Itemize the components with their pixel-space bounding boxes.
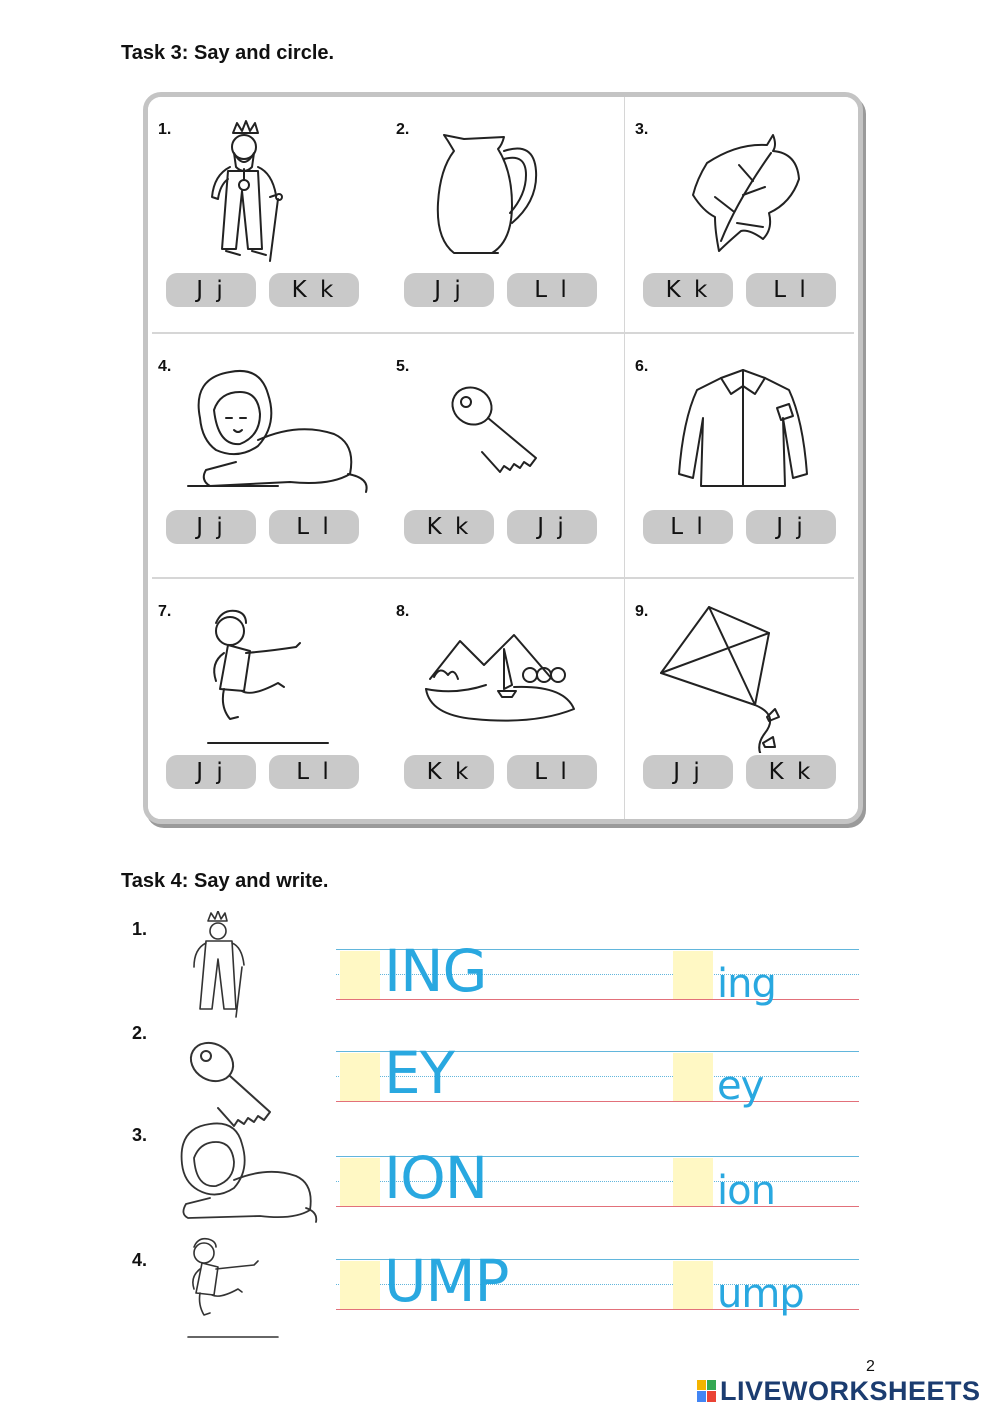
liveworksheets-logo[interactable] <box>696 1376 981 1406</box>
lake-picture <box>386 593 624 753</box>
item-number: 5. <box>396 358 410 375</box>
jacket-picture <box>625 348 863 508</box>
writing-lines <box>336 1144 859 1214</box>
task3-title: Task 3: Say and circle. <box>121 42 335 64</box>
uppercase-word: EY <box>384 1039 455 1107</box>
task3-item-9 <box>625 579 863 824</box>
task3-item-8 <box>386 579 624 824</box>
row-number: 1. <box>132 919 148 939</box>
task3-item-4 <box>148 334 386 577</box>
jumping-boy-picture <box>148 593 386 753</box>
option-l[interactable]: L l <box>269 755 359 789</box>
key-picture <box>386 348 624 508</box>
option-l[interactable]: L l <box>507 273 597 307</box>
uppercase-word: ION <box>384 1144 488 1212</box>
option-k[interactable]: K k <box>404 510 494 544</box>
option-k[interactable]: K k <box>404 755 494 789</box>
option-l[interactable]: L l <box>746 273 836 307</box>
key-icon <box>178 1022 318 1132</box>
task3-item-6 <box>625 334 863 577</box>
jug-picture <box>386 111 624 271</box>
option-j[interactable]: J j <box>507 510 597 544</box>
lion-picture <box>148 348 386 508</box>
writing-lines <box>336 937 859 1007</box>
uppercase-word: UMP <box>384 1247 509 1315</box>
king-picture <box>148 111 386 271</box>
lowercase-blank[interactable] <box>673 951 713 999</box>
item-number: 2. <box>396 121 410 138</box>
item-number: 6. <box>635 358 649 375</box>
uppercase-blank[interactable] <box>340 1053 380 1101</box>
task3-item-3 <box>625 97 863 332</box>
lowercase-word: ing <box>717 961 776 1007</box>
item-number: 7. <box>158 603 172 620</box>
task4-row-4 <box>0 1247 1000 1347</box>
option-j[interactable]: J j <box>643 755 733 789</box>
task4-row-2 <box>0 1020 1000 1120</box>
lowercase-word: ion <box>717 1168 775 1214</box>
row-number: 4. <box>132 1250 148 1270</box>
option-k[interactable]: K k <box>269 273 359 307</box>
writing-lines <box>336 1039 859 1109</box>
item-number: 4. <box>158 358 172 375</box>
leaf-picture <box>625 111 863 271</box>
lion-icon <box>178 1118 318 1228</box>
lowercase-word: ey <box>717 1063 764 1109</box>
task3-item-5 <box>386 334 624 577</box>
uppercase-blank[interactable] <box>340 1261 380 1309</box>
item-number: 9. <box>635 603 649 620</box>
row-number: 2. <box>132 1023 148 1043</box>
writing-lines <box>336 1247 859 1317</box>
task4-row-1 <box>0 915 1000 1015</box>
row-number: 3. <box>132 1125 148 1145</box>
lowercase-word: ump <box>717 1271 804 1317</box>
lowercase-blank[interactable] <box>673 1158 713 1206</box>
king-icon <box>178 911 318 1021</box>
brand-name: LIVEWORKSHEETS <box>720 1375 981 1406</box>
uppercase-word: ING <box>384 937 487 1005</box>
option-j[interactable]: J j <box>166 273 256 307</box>
kite-picture <box>625 593 863 753</box>
page-number: 2 <box>866 1358 875 1375</box>
lowercase-blank[interactable] <box>673 1053 713 1101</box>
uppercase-blank[interactable] <box>340 1158 380 1206</box>
task4-row-3 <box>0 1122 1000 1222</box>
option-j[interactable]: J j <box>404 273 494 307</box>
brand-blocks-icon <box>696 1379 718 1403</box>
task4-title: Task 4: Say and write. <box>121 870 329 892</box>
jumping-boy-icon <box>178 1231 318 1341</box>
task3-item-2 <box>386 97 624 332</box>
task3-item-1 <box>148 97 386 332</box>
item-number: 8. <box>396 603 410 620</box>
task3-item-7 <box>148 579 386 824</box>
option-k[interactable]: K k <box>643 273 733 307</box>
task3-board <box>143 92 863 824</box>
option-l[interactable]: L l <box>269 510 359 544</box>
uppercase-blank[interactable] <box>340 951 380 999</box>
lowercase-blank[interactable] <box>673 1261 713 1309</box>
option-l[interactable]: L l <box>643 510 733 544</box>
option-j[interactable]: J j <box>746 510 836 544</box>
option-k[interactable]: K k <box>746 755 836 789</box>
item-number: 3. <box>635 121 649 138</box>
option-l[interactable]: L l <box>507 755 597 789</box>
item-number: 1. <box>158 121 172 138</box>
option-j[interactable]: J j <box>166 755 256 789</box>
option-j[interactable]: J j <box>166 510 256 544</box>
